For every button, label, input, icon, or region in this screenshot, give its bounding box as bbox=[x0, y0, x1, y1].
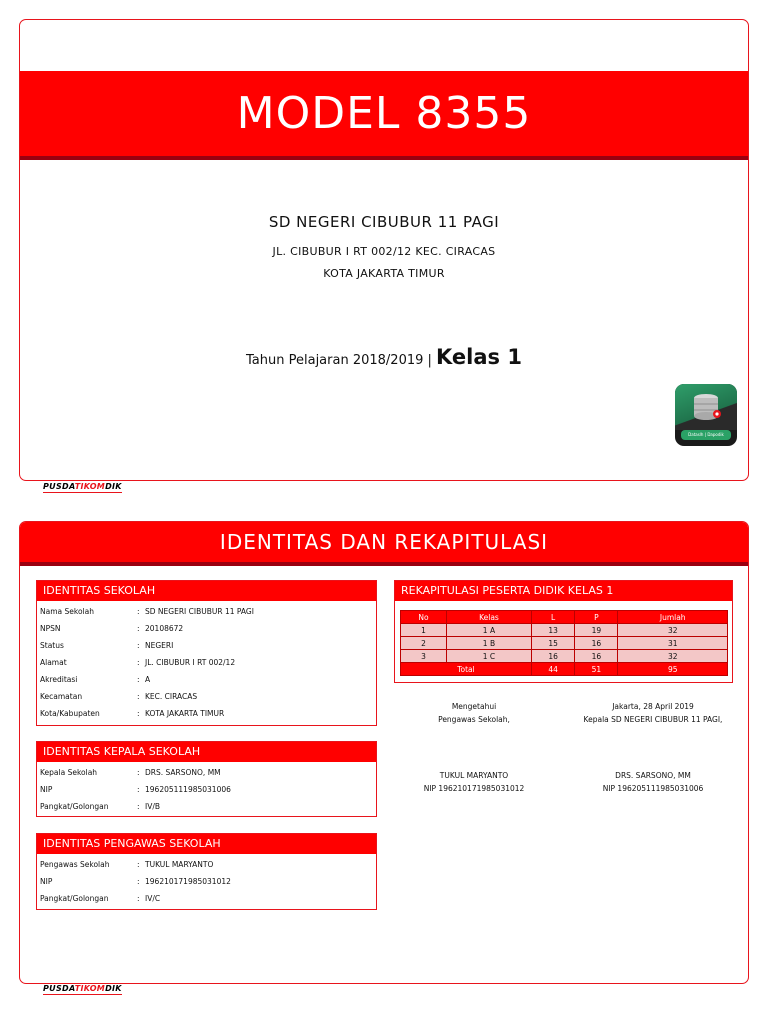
title-band bbox=[20, 71, 748, 160]
identity-row-colon: : bbox=[137, 768, 140, 777]
identity-row-label: Kepala Sekolah bbox=[40, 768, 98, 777]
class-label: Kelas 1 bbox=[436, 345, 522, 369]
principal-signatory bbox=[568, 769, 738, 795]
recap-table-cell: 32 bbox=[618, 650, 728, 663]
recap-column-header: L bbox=[531, 611, 574, 624]
recap-table-cell: 19 bbox=[575, 624, 618, 637]
principal-name: DRS. SARSONO, MM bbox=[615, 771, 691, 780]
recap-column-header: Kelas bbox=[446, 611, 531, 624]
supervisor-signatory bbox=[398, 769, 550, 795]
identity-row bbox=[37, 890, 376, 907]
school-identity-heading: IDENTITAS SEKOLAH bbox=[37, 581, 376, 601]
identity-row-colon: : bbox=[137, 675, 140, 684]
identity-row-value: TUKUL MARYANTO bbox=[145, 860, 214, 869]
recap-table-cell: 16 bbox=[531, 650, 574, 663]
identity-row-colon: : bbox=[137, 894, 140, 903]
pusdatikomdik-logo-footer: PUSDATIKOMDIK bbox=[43, 984, 122, 993]
recap-total-row bbox=[401, 663, 728, 676]
recap-column-header: Jumlah bbox=[618, 611, 728, 624]
recap-table-cell: 31 bbox=[618, 637, 728, 650]
identity-row-value: NEGERI bbox=[145, 641, 174, 650]
recap-table-cell: 13 bbox=[531, 624, 574, 637]
supervisor-identity-rows bbox=[37, 854, 376, 907]
identity-row bbox=[37, 705, 376, 722]
identity-row-value: KOTA JAKARTA TIMUR bbox=[145, 709, 225, 718]
identity-row-colon: : bbox=[137, 709, 140, 718]
cover-title: MODEL 8355 bbox=[236, 88, 532, 139]
identity-row-value: SD NEGERI CIBUBUR 11 PAGI bbox=[145, 607, 254, 616]
identity-row-label: Pangkat/Golongan bbox=[40, 894, 109, 903]
identity-row bbox=[37, 620, 376, 637]
app-icon-label: Dataslh | Dapodik bbox=[681, 430, 731, 440]
student-recap-box bbox=[394, 580, 733, 683]
supervisor-name: TUKUL MARYANTO bbox=[439, 771, 509, 780]
identity-row-label: Alamat bbox=[40, 658, 67, 667]
principal-identity-heading: IDENTITAS KEPALA SEKOLAH bbox=[37, 742, 376, 762]
database-cylinder-icon bbox=[675, 384, 737, 430]
identity-row bbox=[37, 764, 376, 781]
school-identity-rows bbox=[37, 601, 376, 722]
principal-identity-box bbox=[36, 741, 377, 817]
identity-row-colon: : bbox=[137, 692, 140, 701]
identity-row-label: Pangkat/Golongan bbox=[40, 802, 109, 811]
academic-year-text: Tahun Pelajaran 2018/2019 | bbox=[246, 353, 437, 368]
recap-total-cell: 51 bbox=[575, 663, 618, 676]
recap-column-header: No bbox=[401, 611, 447, 624]
identity-row-label: Kecamatan bbox=[40, 692, 83, 701]
supervisor-identity-heading: IDENTITAS PENGAWAS SEKOLAH bbox=[37, 834, 376, 854]
recap-table-row bbox=[401, 624, 728, 637]
supervisor-sign-line1: Mengetahui bbox=[451, 702, 497, 711]
identity-row bbox=[37, 654, 376, 671]
identity-row-value: A bbox=[145, 675, 151, 684]
identity-row-value: JL. CIBUBUR I RT 002/12 bbox=[145, 658, 236, 667]
identity-row bbox=[37, 856, 376, 873]
recap-table-cell: 2 bbox=[401, 637, 447, 650]
recap-table-cell: 1 B bbox=[446, 637, 531, 650]
recap-total-cell: 44 bbox=[531, 663, 574, 676]
student-recap-table bbox=[400, 610, 728, 676]
recap-table-row bbox=[401, 650, 728, 663]
identity-row-label: NIP bbox=[40, 785, 53, 794]
identity-row-colon: : bbox=[137, 785, 140, 794]
school-identity-box bbox=[36, 580, 377, 726]
identity-row-label: Status bbox=[40, 641, 64, 650]
supervisor-sign-line2: Pengawas Sekolah, bbox=[438, 715, 510, 724]
supervisor-identity-box bbox=[36, 833, 377, 910]
identity-row-label: NIP bbox=[40, 877, 53, 886]
identity-row-colon: : bbox=[137, 658, 140, 667]
principal-nip: NIP 196205111985031006 bbox=[602, 784, 704, 793]
identity-row-value: 196205111985031006 bbox=[145, 785, 231, 794]
academic-year-line bbox=[20, 345, 748, 369]
supervisor-signature-block bbox=[398, 700, 550, 726]
identity-row-colon: : bbox=[137, 641, 140, 650]
identity-row-label: Kota/Kabupaten bbox=[40, 709, 100, 718]
cover-slide bbox=[19, 19, 749, 481]
identity-row-label: Pengawas Sekolah bbox=[40, 860, 110, 869]
recap-total-cell: Total bbox=[401, 663, 532, 676]
school-address-line1: JL. CIBUBUR I RT 002/12 KEC. CIRACAS bbox=[272, 245, 496, 258]
school-name: SD NEGERI CIBUBUR 11 PAGI bbox=[268, 213, 500, 231]
identity-row bbox=[37, 671, 376, 688]
identity-row-colon: : bbox=[137, 877, 140, 886]
identity-slide bbox=[19, 521, 749, 984]
slide2-header bbox=[20, 522, 748, 566]
recap-table-cell: 1 C bbox=[446, 650, 531, 663]
identity-row bbox=[37, 873, 376, 890]
recap-total-cell: 95 bbox=[618, 663, 728, 676]
recap-table-cell: 16 bbox=[575, 637, 618, 650]
identity-row-label: NPSN bbox=[40, 624, 61, 633]
recap-table-cell: 1 A bbox=[446, 624, 531, 637]
recap-table-cell: 3 bbox=[401, 650, 447, 663]
identity-row bbox=[37, 798, 376, 815]
identity-row-colon: : bbox=[137, 624, 140, 633]
recap-table-cell: 32 bbox=[618, 624, 728, 637]
identity-row bbox=[37, 688, 376, 705]
identity-row-label: Nama Sekolah bbox=[40, 607, 94, 616]
identity-row-value: DRS. SARSONO, MM bbox=[145, 768, 221, 777]
identity-row bbox=[37, 781, 376, 798]
identity-row-value: 20108672 bbox=[145, 624, 184, 633]
dapodik-database-icon bbox=[675, 384, 737, 446]
identity-row-value: IV/C bbox=[145, 894, 161, 903]
recap-table-cell: 15 bbox=[531, 637, 574, 650]
identity-row-colon: : bbox=[137, 607, 140, 616]
recap-table-body bbox=[401, 624, 728, 676]
identity-row bbox=[37, 603, 376, 620]
student-recap-heading: REKAPITULASI PESERTA DIDIK KELAS 1 bbox=[395, 581, 732, 601]
principal-sign-line2: Kepala SD NEGERI CIBUBUR 11 PAGI, bbox=[583, 715, 723, 724]
identity-row-value: KEC. CIRACAS bbox=[145, 692, 198, 701]
identity-row-colon: : bbox=[137, 802, 140, 811]
supervisor-nip: NIP 196210171985031012 bbox=[423, 784, 525, 793]
recap-table-row bbox=[401, 637, 728, 650]
identity-row-label: Akreditasi bbox=[40, 675, 78, 684]
identity-row-value: IV/B bbox=[145, 802, 161, 811]
identity-row bbox=[37, 637, 376, 654]
identity-row-value: 196210171985031012 bbox=[145, 877, 231, 886]
recap-table-cell: 1 bbox=[401, 624, 447, 637]
signature-place-date: Jakarta, 28 April 2019 bbox=[612, 702, 694, 711]
principal-identity-rows bbox=[37, 762, 376, 815]
recap-column-header: P bbox=[575, 611, 618, 624]
recap-table-cell: 16 bbox=[575, 650, 618, 663]
slide2-title: IDENTITAS DAN REKAPITULASI bbox=[219, 530, 549, 554]
principal-signature-block bbox=[568, 700, 738, 726]
recap-table-header bbox=[401, 611, 728, 624]
identity-row-colon: : bbox=[137, 860, 140, 869]
pusdatikomdik-logo: PUSDATIKOMDIK bbox=[43, 482, 122, 491]
school-address-line2: KOTA JAKARTA TIMUR bbox=[323, 267, 445, 280]
